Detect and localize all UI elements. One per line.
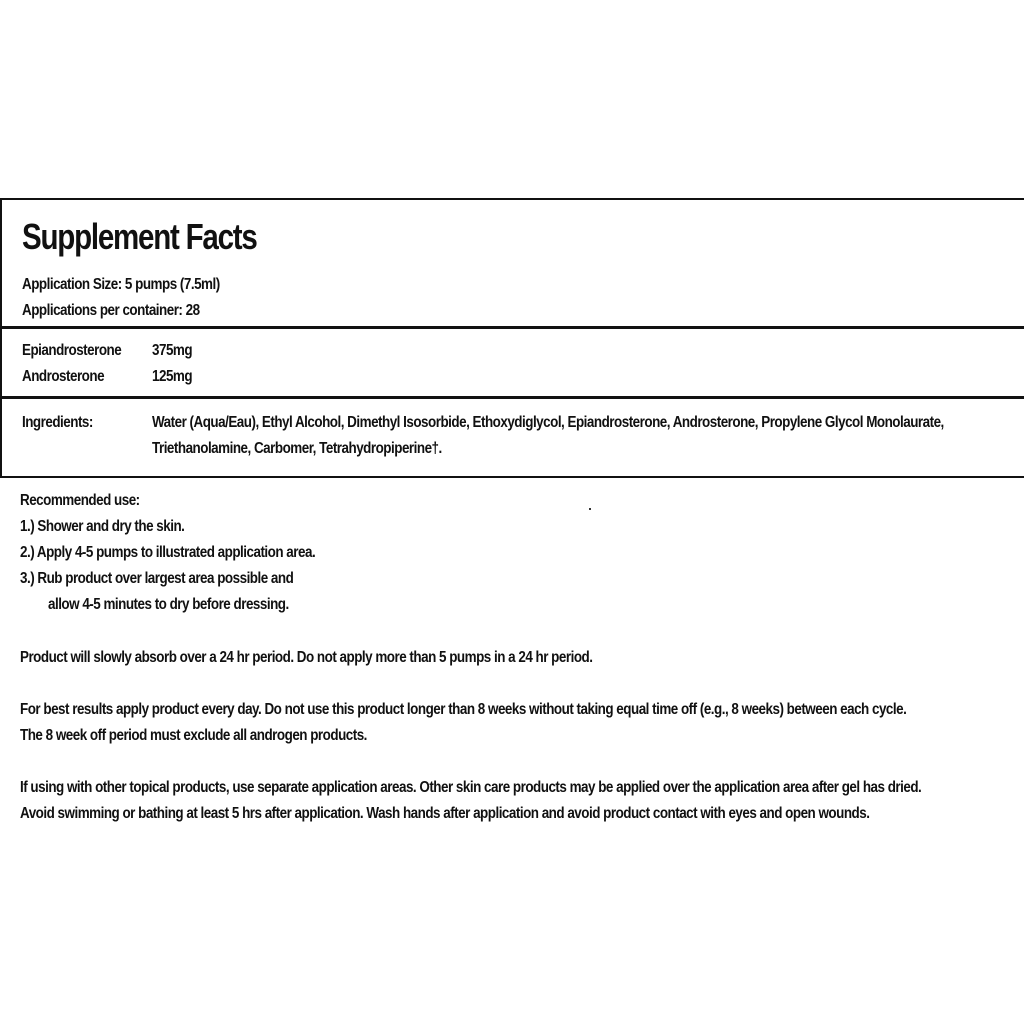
usage-step: 2.) Apply 4-5 pumps to illustrated application area. [20, 544, 316, 561]
best-results-note: The 8 week off period must exclude all androgen products. [20, 727, 367, 744]
supplement-facts-panel [0, 198, 1024, 478]
application-size: Application Size: 5 pumps (7.5ml) [22, 276, 220, 293]
usage-step: 3.) Rub product over largest area possible and [20, 570, 294, 587]
best-results-note: For best results apply product every day. Do not use this product longer than 8 weeks without taking equal time off (e.g., 8 weeks) between each cycle. [20, 701, 907, 718]
active-ingredient-amount: 125mg [152, 368, 193, 385]
topical-warning-note: Avoid swimming or bathing at least 5 hrs after application. Wash hands after application and avoid product contact with eyes and open wounds. [20, 805, 870, 822]
active-ingredient-amount: 375mg [152, 342, 193, 359]
ingredients-label: Ingredients: [22, 414, 93, 431]
ingredients-list-line: Water (Aqua/Eau), Ethyl Alcohol, Dimethyl Isosorbide, Ethoxydiglycol, Epiandrosterone, Androsterone, Propylene Glycol Monolaurate, [152, 414, 944, 431]
thick-divider [2, 396, 1024, 399]
stray-mark [589, 508, 591, 510]
ingredients-list-line: Triethanolamine, Carbomer, Tetrahydropiperine†. [152, 440, 442, 457]
usage-step: 1.) Shower and dry the skin. [20, 518, 185, 535]
usage-heading: Recommended use: [20, 492, 140, 509]
topical-warning-note: If using with other topical products, use separate application areas. Other skin care products may be applied over the application area after gel has dried. [20, 779, 922, 796]
active-ingredient-name: Androsterone [22, 368, 105, 385]
applications-per-container: Applications per container: 28 [22, 302, 200, 319]
absorption-note: Product will slowly absorb over a 24 hr period. Do not apply more than 5 pumps in a 24 hr period. [20, 649, 593, 666]
thick-divider [2, 326, 1024, 329]
active-ingredient-name: Epiandrosterone [22, 342, 122, 359]
usage-step-continued: allow 4-5 minutes to dry before dressing. [48, 596, 289, 613]
panel-title: Supplement Facts [22, 216, 257, 257]
